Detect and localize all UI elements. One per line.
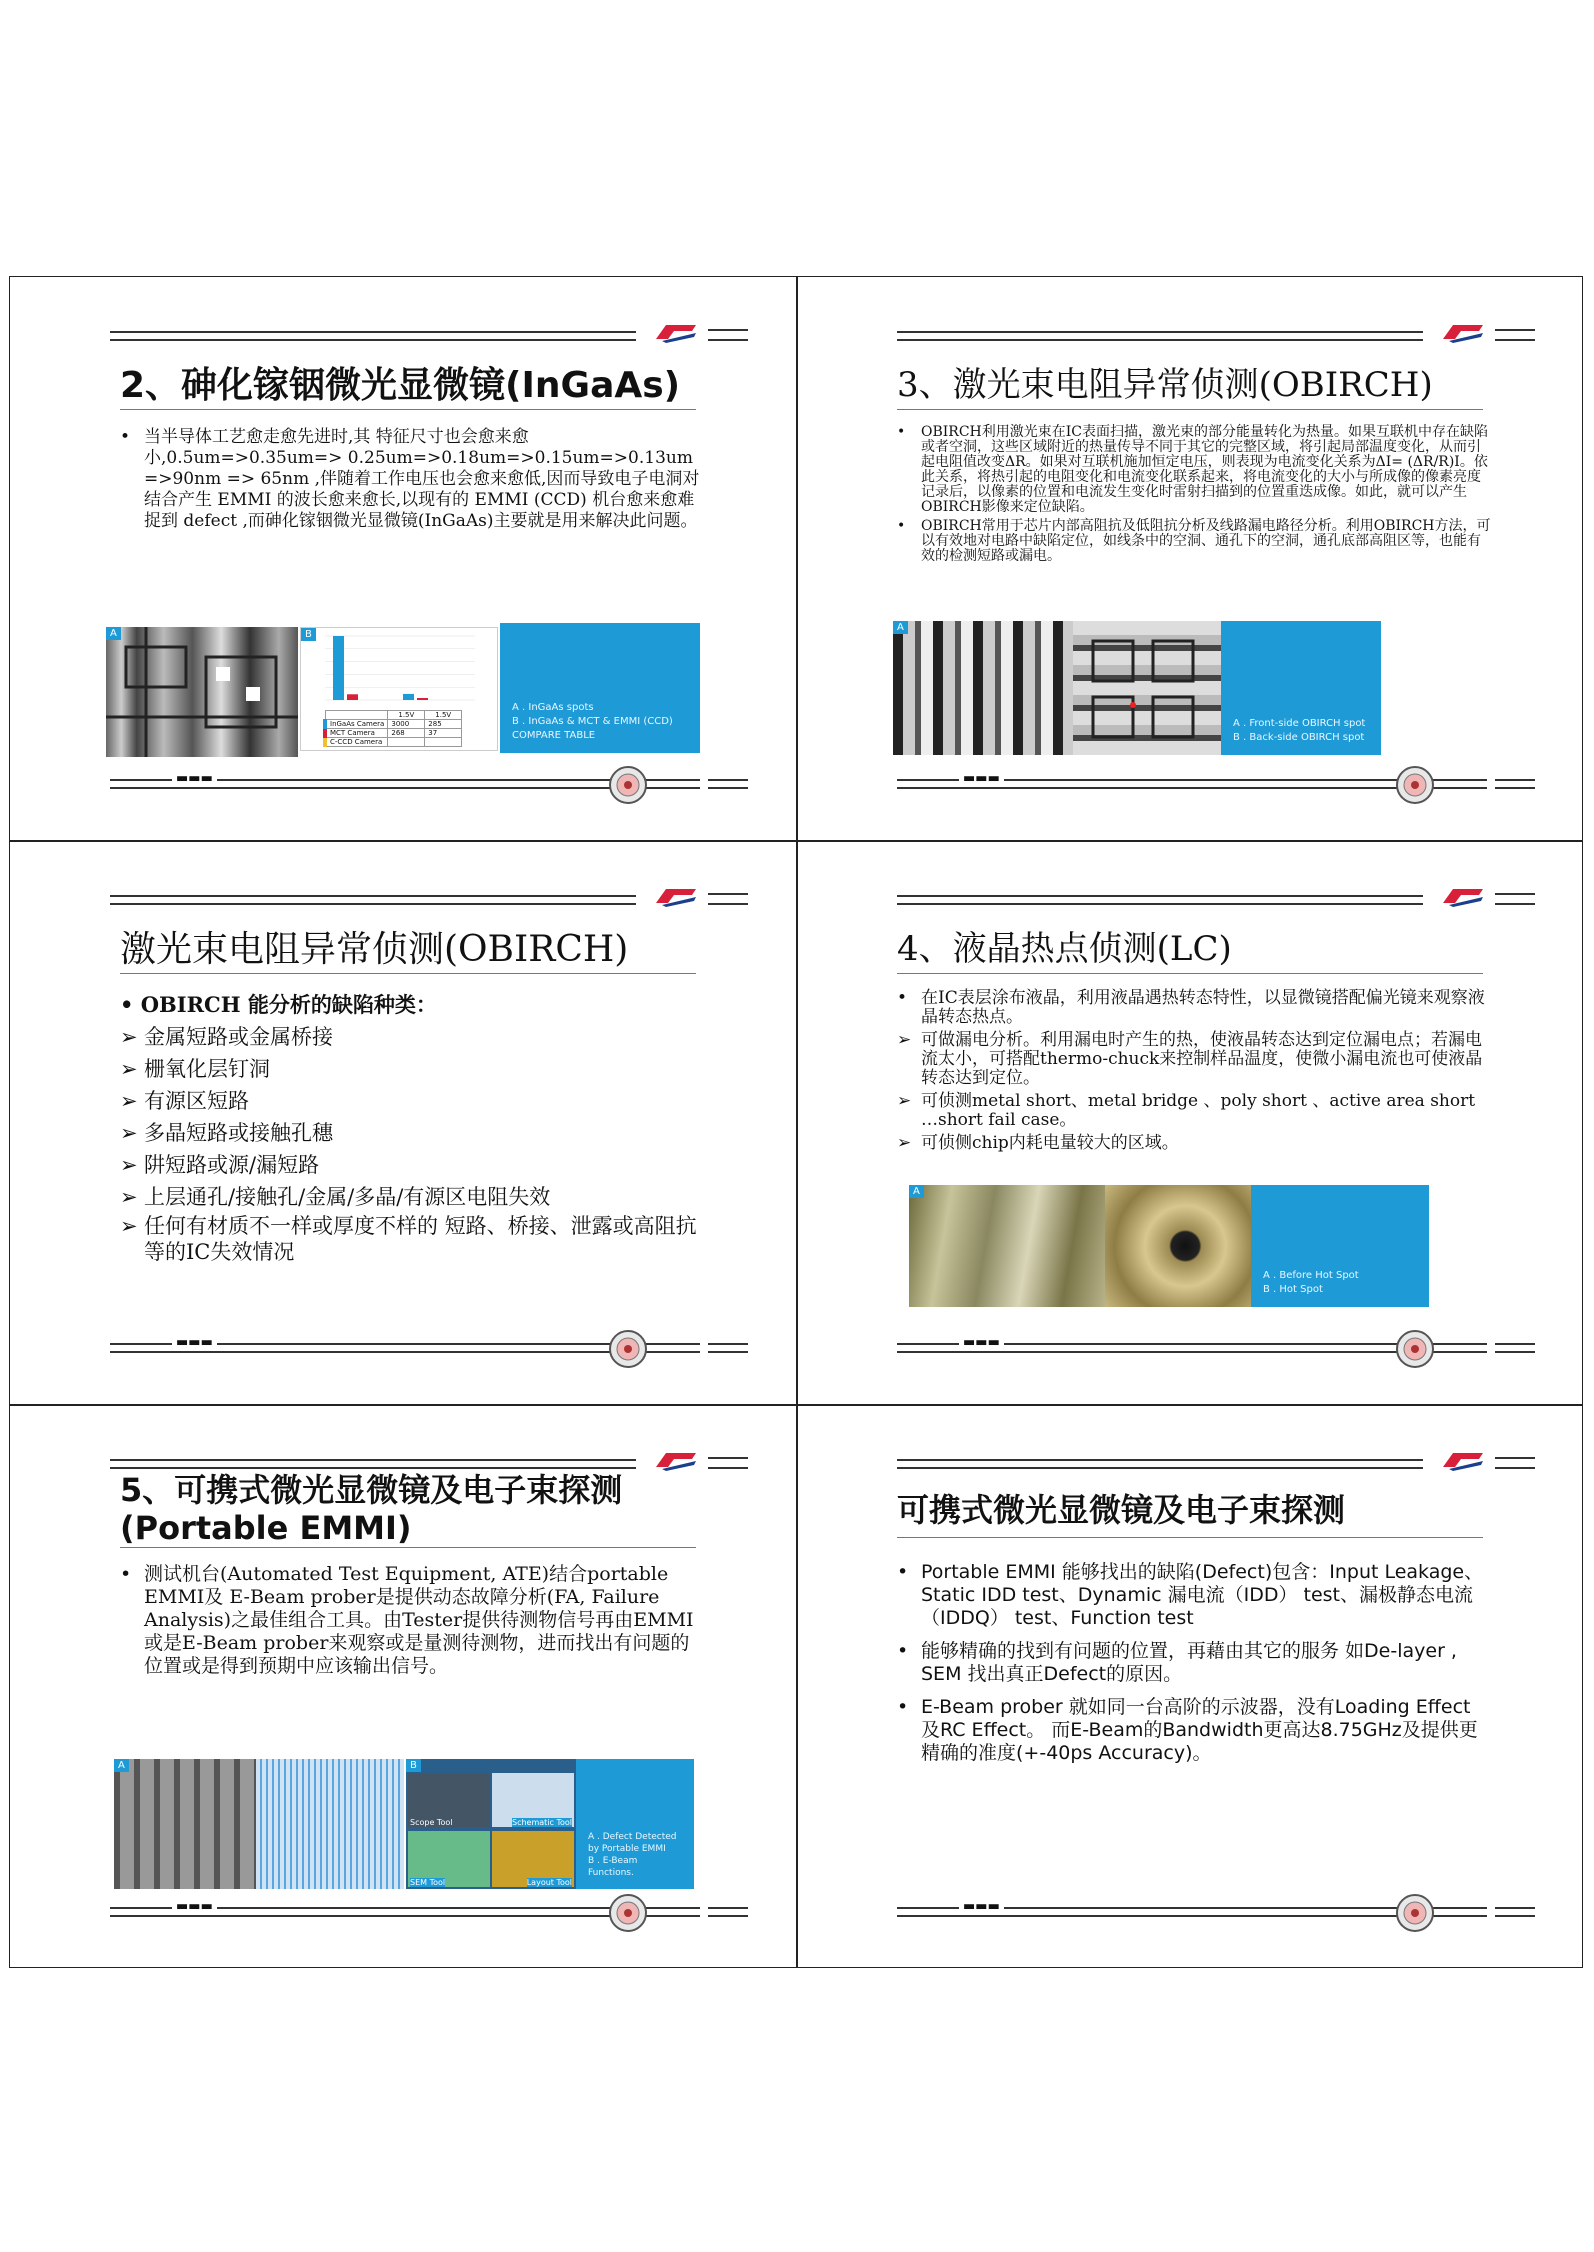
top-rule [110,1459,636,1469]
table-cell [425,738,462,747]
table-header-row [325,711,462,720]
before-hot-spot-image [909,1185,1105,1307]
chart-bar [333,636,344,700]
lead-text: • OBIRCH 能分析的缺陷种类： [120,992,437,1017]
seal-icon [608,1893,648,1933]
caption-panel [1221,621,1381,755]
table-row [325,738,462,747]
footer-logo-text: ▬▬▬ [172,1899,217,1914]
portable-emmi-image [114,1759,256,1889]
bullet-item: • 能够精确的找到有问题的位置，再藉由其它的服务 如De-layer , SEM 找出真正Defect的原因。 [897,1640,1457,1685]
top-rule-tail [1495,1457,1535,1469]
top-rule [897,1459,1423,1469]
bullet-item: • Portable EMMI 能够找出的缺陷(Defect)包含：Input Leakage、Static IDD test、Dynamic 漏电流（IDD） test、漏极静态电流（IDDQ） test、Function test [897,1561,1484,1629]
footer-logo-text: ▬▬▬ [959,1335,1004,1350]
hot-spot-image [1105,1185,1251,1307]
bullet-item: • OBIRCH常用于芯片内部高阻抗及低阻抗分析及线路漏电路径分析。利用OBIRCH方法，可以有效地对电路中缺陷定位，如线条中的空洞、通孔下的空洞，通孔底部高阻区等，也能有效的检测短路或漏电。 [897,518,1491,564]
top-rule [110,895,636,905]
caption-a: A . Front-side OBIRCH spot [1233,718,1366,729]
slide-title: 3、激光束电阻异常侦测(OBIRCH) [897,365,1433,405]
footer-rule-tail [1495,1907,1535,1917]
company-logo-icon [1439,1449,1487,1471]
slide-title: 5、可携式微光显微镜及电子束探测 (Portable EMMI) [120,1471,623,1547]
top-rule-tail [708,893,748,905]
scope-tool-label: Scope Tool [410,1818,453,1827]
defect-item: ➢ 栅氧化层钉洞 [120,1057,270,1081]
bullet-item: • 测试机台(Automated Test Equipment, ATE)结合portable EMMI及 E-Beam prober是提供动态故障分析(FA, Failure Analysis)之最佳组合工具。由Tester提供待测物信号再由EMMI 或是E-Beam prober来观察或是量测待测物，进而找出有问题的位置或是得到预期中应该输出信号。 [120,1563,694,1677]
defect-item: ➢ 有源区短路 [120,1089,249,1113]
footer-logo-text: ▬▬▬ [959,1899,1004,1914]
company-logo-icon [1439,321,1487,343]
table-cell [388,738,425,747]
slide-obirch-principle [797,277,1583,841]
ebeam-tools-image [406,1759,576,1889]
slide-body [120,1563,700,1682]
footer-rule-tail [708,779,748,789]
caption-b: B . Back-side OBIRCH spot [1233,732,1365,743]
sem-tool-panel [408,1831,490,1887]
seal-icon [608,765,648,805]
layout-tool-label: Layout Tool [526,1878,572,1887]
title-underline [897,973,1483,974]
top-rule [897,895,1423,905]
title-underline [120,409,696,410]
schematic-tool-panel [492,1773,574,1827]
image-tag-a: A [909,1185,924,1198]
image-tag-a: A [114,1759,129,1772]
layout-tool-panel [492,1831,574,1887]
top-rule [897,331,1423,341]
chart-bar [417,698,428,700]
table-cell: C-CCD Camera [325,738,388,747]
top-rule [110,331,636,341]
top-rule-tail [708,1457,748,1469]
seal-icon [608,1329,648,1369]
caption-b: B . InGaAs & MCT & EMMI (CCD) COMPARE TABLE [512,716,673,741]
caption-a: A . Before Hot Spot [1263,1270,1359,1281]
table-header-cell: 1.5V [388,711,425,720]
slide-body [897,1561,1487,1769]
slide-liquid-crystal [797,841,1583,1405]
company-logo-icon [652,321,700,343]
bar-chart-svg [301,628,497,708]
bullet-item: ➢ 可侦侧chip内耗电量较大的区域。 [897,1133,1179,1153]
top-rule-tail [1495,893,1535,905]
image-tag-b: B [406,1759,421,1772]
bullet-item: • OBIRCH利用激光束在IC表面扫描，激光束的部分能量转化为热量。如果互联机中存在缺陷或者空洞，这些区域附近的热量传导不同于其它的完整区域，将引起局部温度变化，从而引起电阻值改变ΔR。如果对互联机施加恒定电压，则表现为电流变化关系为ΔI= (ΔR/R)I。依此关系，将热引起的电阻变化和电流变化联系起来，将电流变化的大小与所成像的像素亮度记录后，以像素的位置和电流发生变化时雷射扫描到的位置重迭成像。如此，就可以产生OBIRCH影像来定位缺陷。 [897,424,1488,515]
slide-body [120,427,700,536]
bullet-item: • 当半导体工艺愈走愈先进时,其 特征尺寸也会愈来愈小,0.5um=>0.35um=> 0.25um=>0.18um=>0.15um=>0.13um =>90nm => 65nm ,伴随着工作电压也会愈来愈低,因而导致电子电洞对结合产生 EMMI 的波长愈来愈长,以现有的 EMMI (CCD) 机台愈来愈难捉到 defect ,而砷化镓铟微光显微镜(InGaAs)主要就是用来解决此问题。 [120,427,700,531]
caption-b: B . E-Beam Functions. [588,1856,638,1878]
slide-grid [9,276,1583,1968]
image-tag-b: B [301,628,316,641]
slide-portable-emmi-defects [797,1405,1583,1969]
footer-rule-tail [1495,779,1535,789]
back-side-obirch-image [1073,621,1221,755]
slide-body [120,989,700,1265]
slide-body [897,425,1493,568]
slide-title: 4、液晶热点侦测(LC) [897,929,1232,969]
title-underline [120,973,696,974]
table-cell: 3000 [388,720,425,729]
title-underline [897,1537,1483,1538]
emmi-overlay-image [256,1759,404,1889]
caption-a: A . InGaAs spots [512,702,594,713]
caption-a: A . Defect Detected by Portable EMMI [588,1832,677,1854]
caption-panel [576,1759,694,1889]
chart-bar [347,694,358,700]
top-rule-tail [1495,329,1535,341]
sem-tool-label: SEM Tool [410,1878,446,1887]
comparison-chart [300,627,498,751]
scope-tool-panel [408,1773,490,1827]
slide-title: 2、砷化镓铟微光显微镜(InGaAs) [120,365,681,406]
front-side-obirch-image [893,621,1073,755]
table-row [325,729,462,738]
company-logo-icon [1439,885,1487,907]
table-cell: 285 [425,720,462,729]
table-cell: InGaAs Camera [325,720,388,729]
table-cell: 37 [425,729,462,738]
defect-item: ➢ 任何有材质不一样或厚度不样的 短路、桥接、泄露或高阻抗等的IC失效情况 [120,1214,697,1264]
title-underline [897,409,1483,410]
caption-panel [1251,1185,1429,1307]
bullet-item: • E-Beam prober 就如同一台高阶的示波器，没有Loading Effect及RC Effect。 而E-Beam的Bandwidth更高达8.75GHz及提供更精确的准度(+-40ps Accuracy)。 [897,1696,1478,1764]
slide-title: 可携式微光显微镜及电子束探测 [897,1491,1346,1529]
footer-rule-tail [708,1343,748,1353]
slide-obirch-defects [10,841,796,1405]
defect-item: ➢ 上层通孔/接触孔/金属/多晶/有源区电阻失效 [120,1185,551,1209]
title-underline [120,1547,696,1548]
bullet-item: ➢ 可做漏电分析。利用漏电时产生的热，使液晶转态达到定位漏电点；若漏电流太小，可搭配thermo-chuck来控制样品温度，使微小漏电流也可使液晶转态达到定位。 [897,1030,1483,1088]
defect-item: ➢ 多晶短路或接触孔穗 [120,1121,333,1145]
bullet-item: ➢ 可侦测metal short、metal bridge 、poly short 、active area short …short fail case。 [897,1091,1476,1130]
slide-title: 激光束电阻异常侦测(OBIRCH) [120,929,629,970]
footer-logo-text: ▬▬▬ [959,771,1004,786]
slide-portable-emmi [10,1405,796,1969]
image-tag-a: A [893,621,908,634]
defect-item: ➢ 阱短路或源/漏短路 [120,1153,320,1177]
caption-panel [500,623,700,753]
seal-icon [1395,1893,1435,1933]
seal-icon [1395,765,1435,805]
bullet-item: • 在IC表层涂布液晶，利用液晶遇热转态特性，以显微镜搭配偏光镜来观察液晶转态热点。 [897,988,1485,1027]
schematic-tool-label: Schematic Tool [511,1818,572,1827]
chart-bar [403,694,414,700]
slide-ingaas [10,277,796,841]
table-row [325,720,462,729]
ingaas-spot-image [106,627,298,757]
table-cell: 268 [388,729,425,738]
footer-logo-text: ▬▬▬ [172,1335,217,1350]
top-rule-tail [708,329,748,341]
defect-item: ➢ 金属短路或金属桥接 [120,1025,333,1049]
company-logo-icon [652,885,700,907]
footer-rule-tail [708,1907,748,1917]
footer-rule-tail [1495,1343,1535,1353]
seal-icon [1395,1329,1435,1369]
slide-body [897,989,1487,1157]
table-header-cell: 1.5V [425,711,462,720]
image-tag-a: A [106,627,121,640]
company-logo-icon [652,1449,700,1471]
table-cell: MCT Camera [325,729,388,738]
caption-b: B . Hot Spot [1263,1284,1323,1295]
footer-logo-text: ▬▬▬ [172,771,217,786]
comparison-table [323,710,462,747]
